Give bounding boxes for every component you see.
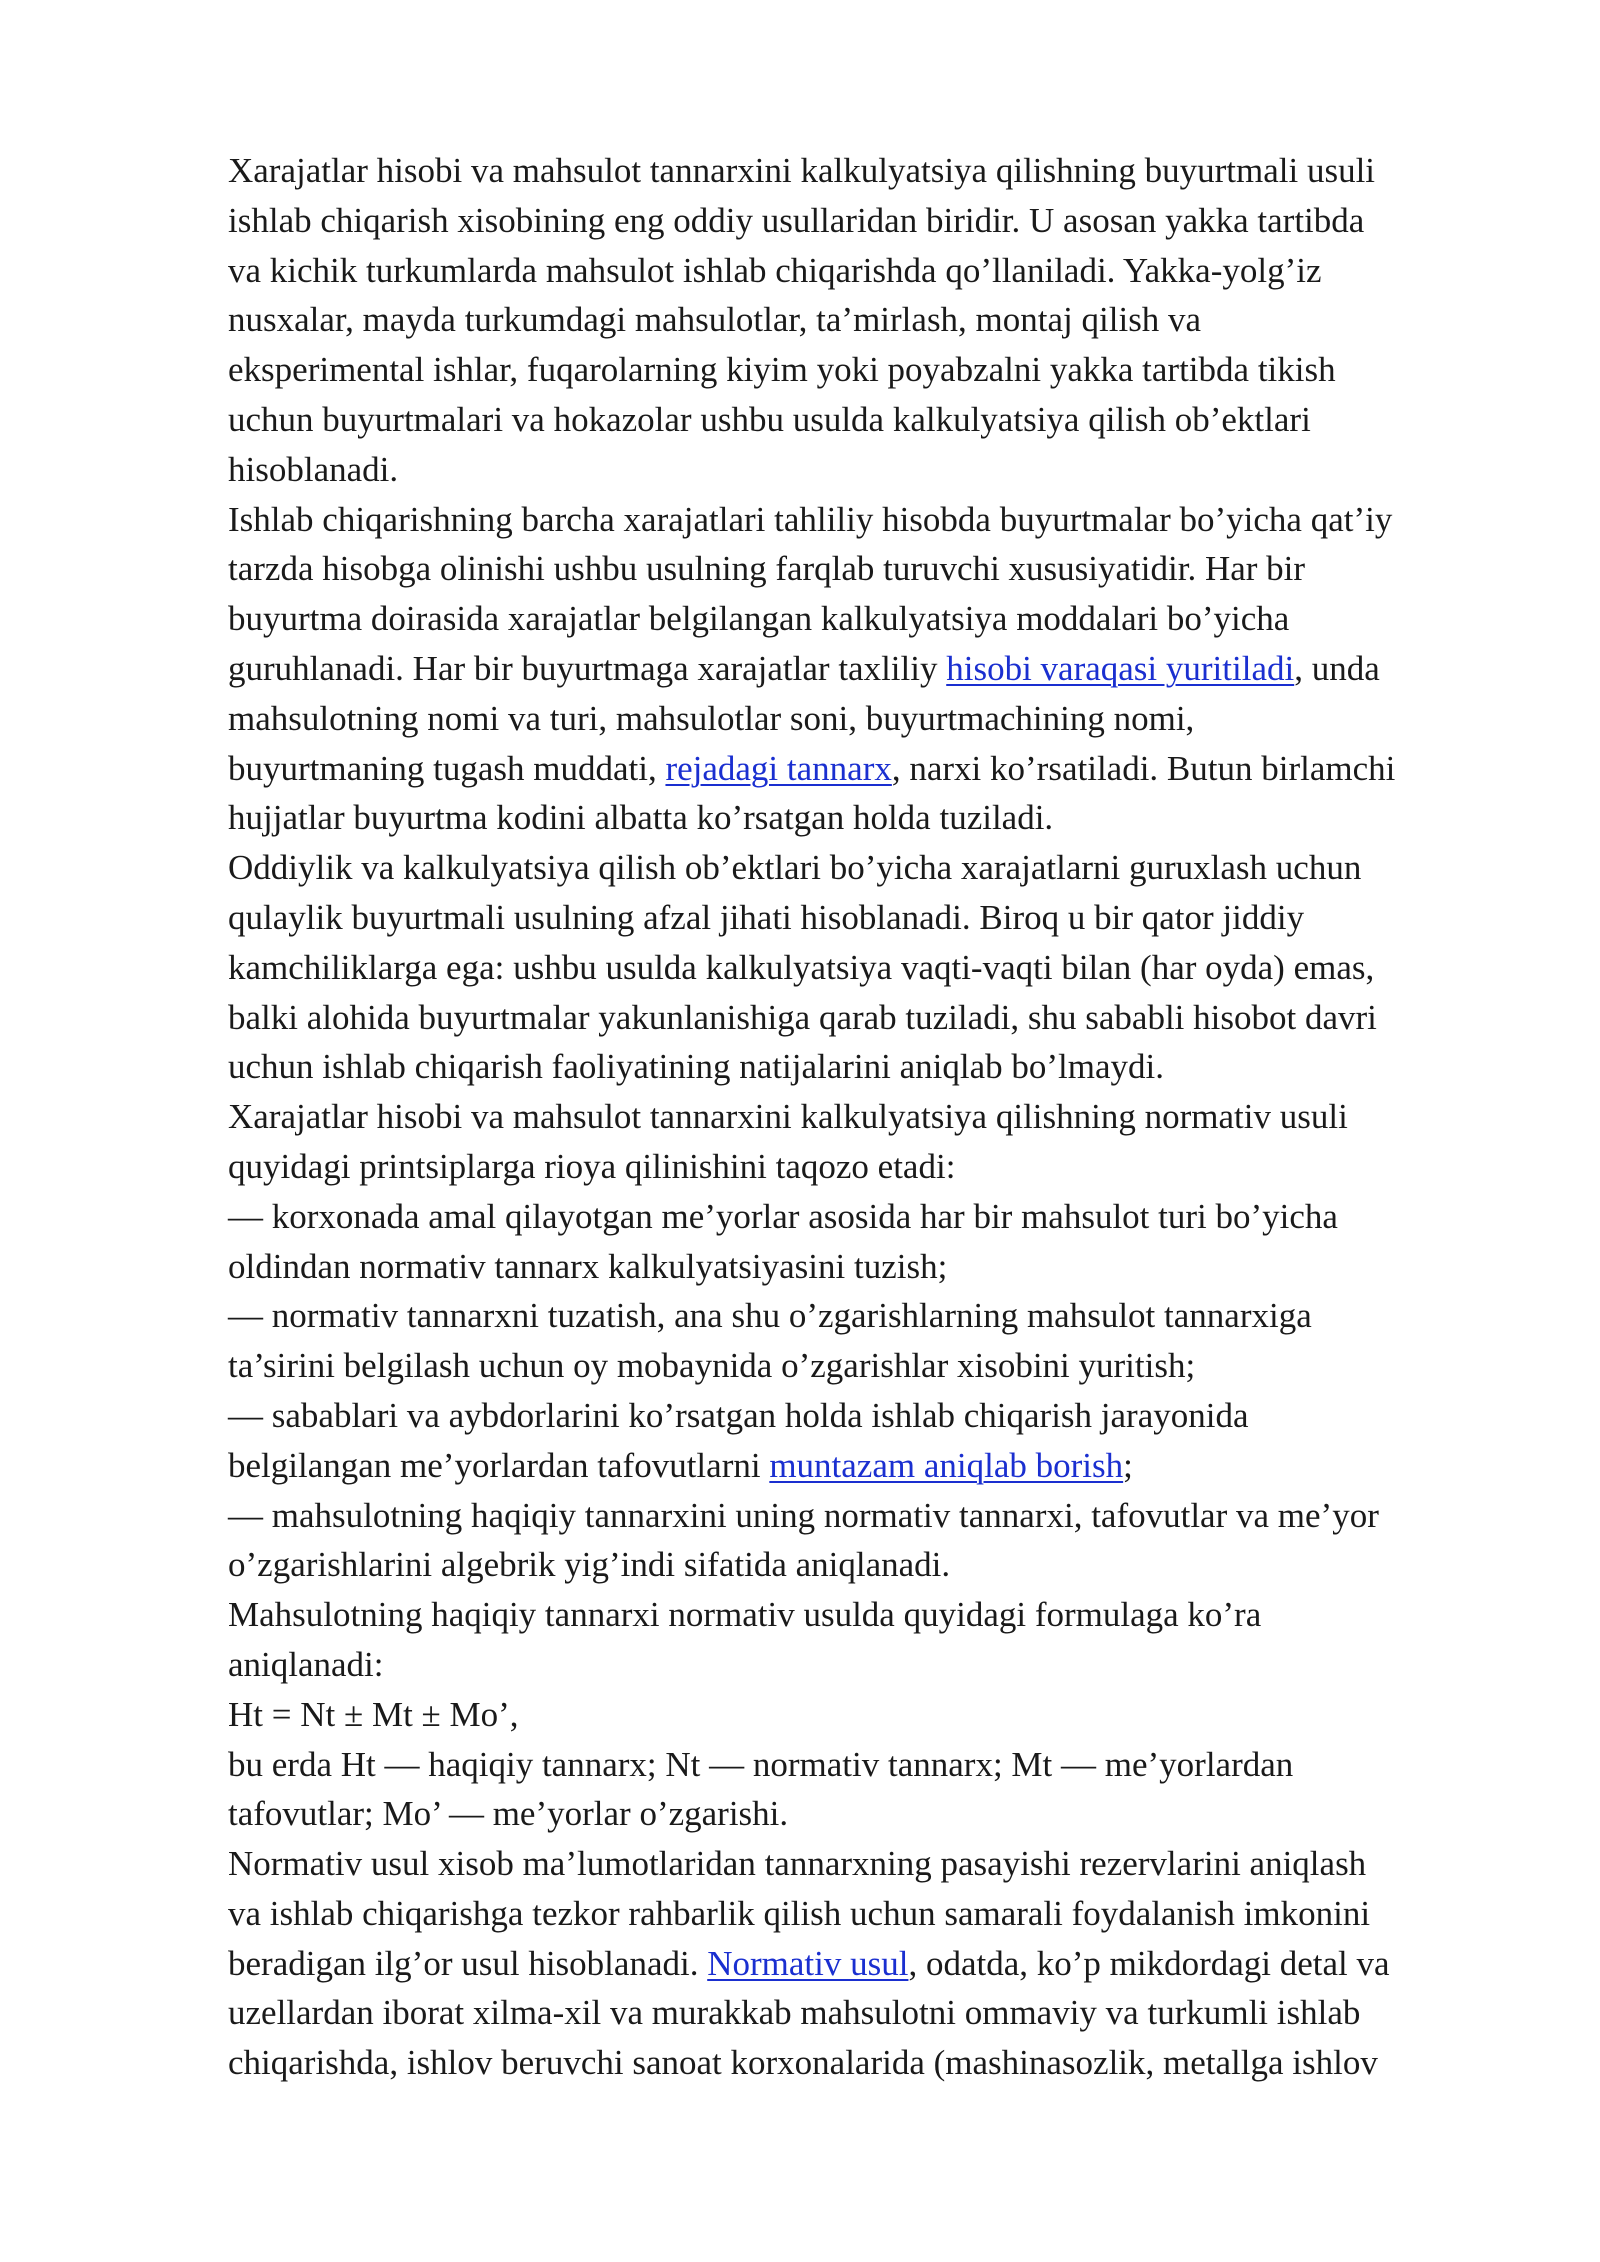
text-line: hujjatlar buyurtma kodini albatta ko’rsatgan holda tuziladi. <box>228 798 1054 838</box>
text-line: ta’sirini belgilash uchun oy mobaynida o’zgarishlar xisobini yuritish; <box>228 1346 1196 1386</box>
text-line: — normativ tannarxni tuzatish, ana shu o’zgarishlarning mahsulot tannarxiga <box>228 1296 1312 1336</box>
text-line: hisoblanadi. <box>228 449 399 489</box>
text-line <box>228 644 1528 694</box>
text-line: chiqarishda, ishlov beruvchi sanoat korxonalarida (mashinasozlik, metallga ishlov <box>228 2043 1378 2083</box>
text-segment: , unda <box>1294 648 1380 688</box>
text-line: Xarajatlar hisobi va mahsulot tannarxini kalkulyatsiya qilishning buyurtmali usuli <box>228 151 1376 190</box>
text-line: qulaylik buyurtmali usulning afzal jihati hisoblanadi. Biroq u bir qator jiddiy <box>228 897 1305 937</box>
text-segment: , narxi ko’rsatiladi. Butun birlamchi <box>891 748 1396 788</box>
text-line: aniqlanadi: <box>228 1644 384 1684</box>
text-line: — sabablari va aybdorlarini ko’rsatgan holda ishlab chiqarish jarayonida <box>228 1395 1249 1435</box>
text-line: va ishlab chiqarishga tezkor rahbarlik qilish uchun samarali foydalanish imkonini <box>228 1893 1371 1933</box>
text-line: uchun ishlab chiqarish faoliyatining natijalarini aniqlab bo’lmaydi. <box>228 1047 1165 1087</box>
text-segment: beradigan ilg’or usul hisoblanadi. <box>228 1943 708 1983</box>
text-line <box>228 1441 1528 1491</box>
document-body <box>228 146 1528 2088</box>
text-line: uzellardan iborat xilma-xil va murakkab mahsulotni ommaviy va turkumli ishlab <box>228 1993 1361 2033</box>
text-line: tafovutlar; Mo’ — me’yorlar o’zgarishi. <box>228 1794 789 1834</box>
text-line: tarzda hisobga olinishi ushbu usulning farqlab turuvchi xususiyatidir. Har bir <box>228 549 1306 589</box>
text-line: Mahsulotning haqiqiy tannarxi normativ usulda quyidagi formulaga ko’ra <box>228 1595 1262 1635</box>
text-line: eksperimental ishlar, fuqarolarning kiyim yoki poyabzalni yakka tartibda tikish <box>228 350 1336 390</box>
text-segment: guruhlanadi. Har bir buyurtmaga xarajatlar taxliliy <box>228 648 947 688</box>
text-segment: buyurtmaning tugash muddati, <box>228 748 666 788</box>
text-line: Ishlab chiqarishning barcha xarajatlari tahliliy hisobda buyurtmalar bo’yicha qat’iy <box>228 499 1393 539</box>
text-line: Oddiylik va kalkulyatsiya qilish ob’ektlari bo’yicha xarajatlarni guruxlash uchun <box>228 848 1362 888</box>
text-segment: , odatda, ko’p mikdordagi detal va <box>908 1943 1390 1983</box>
text-line: mahsulotning nomi va turi, mahsulotlar soni, buyurtmachining nomi, <box>228 698 1195 738</box>
text-line: bu erda Ht — haqiqiy tannarx; Nt — normativ tannarx; Mt — me’yorlardan <box>228 1744 1294 1784</box>
link-normativ-usul[interactable]: Normativ usul <box>707 1943 909 1983</box>
text-line: va kichik turkumlarda mahsulot ishlab chiqarishda qo’llaniladi. Yakka-yolg’iz <box>228 250 1322 290</box>
text-line: nusxalar, mayda turkumdagi mahsulotlar, ta’mirlash, montaj qilish va <box>228 300 1202 340</box>
link-rejadagi-tannarx[interactable]: rejadagi tannarx <box>665 748 892 788</box>
text-line: oldindan normativ tannarx kalkulyatsiyasini tuzish; <box>228 1246 948 1286</box>
text-line: buyurtma doirasida xarajatlar belgilangan kalkulyatsiya moddalari bo’yicha <box>228 599 1290 639</box>
link-hisobi-varaqasi[interactable]: hisobi varaqasi yuritiladi <box>946 648 1295 688</box>
text-line: balki alohida buyurtmalar yakunlanishiga qarab tuziladi, shu sababli hisobot davri <box>228 997 1377 1037</box>
text-line: ishlab chiqarish xisobining eng oddiy usullaridan biridir. U asosan yakka tartibda <box>228 200 1365 240</box>
text-line: — korxonada amal qilayotgan me’yorlar asosida har bir mahsulot turi bo’yicha <box>228 1196 1338 1236</box>
text-line: kamchiliklarga ega: ushbu usulda kalkulyatsiya vaqti-vaqti bilan (har oyda) emas, <box>228 947 1375 987</box>
text-line: uchun buyurtmalari va hokazolar ushbu usulda kalkulyatsiya qilish ob’ektlari <box>228 399 1311 439</box>
text-segment: belgilangan me’yorlardan tafovutlarni <box>228 1445 770 1485</box>
formula-line: Ht = Nt ± Mt ± Mo’, <box>228 1694 519 1734</box>
text-line <box>228 1939 1528 1989</box>
text-line <box>228 744 1528 794</box>
text-line: o’zgarishlarini algebrik yig’indi sifatida aniqlanadi. <box>228 1545 951 1585</box>
text-line: Xarajatlar hisobi va mahsulot tannarxini kalkulyatsiya qilishning normativ usuli <box>228 1097 1348 1137</box>
link-muntazam-aniqlab[interactable]: muntazam aniqlab borish <box>769 1445 1124 1485</box>
text-segment: ; <box>1123 1445 1133 1485</box>
text-line: — mahsulotning haqiqiy tannarxini uning normativ tannarxi, tafovutlar va me’yor <box>228 1495 1379 1535</box>
text-line: Normativ usul xisob ma’lumotlaridan tannarxning pasayishi rezervlarini aniqlash <box>228 1844 1367 1884</box>
text-line: quyidagi printsiplarga rioya qilinishini taqozo etadi: <box>228 1146 956 1186</box>
